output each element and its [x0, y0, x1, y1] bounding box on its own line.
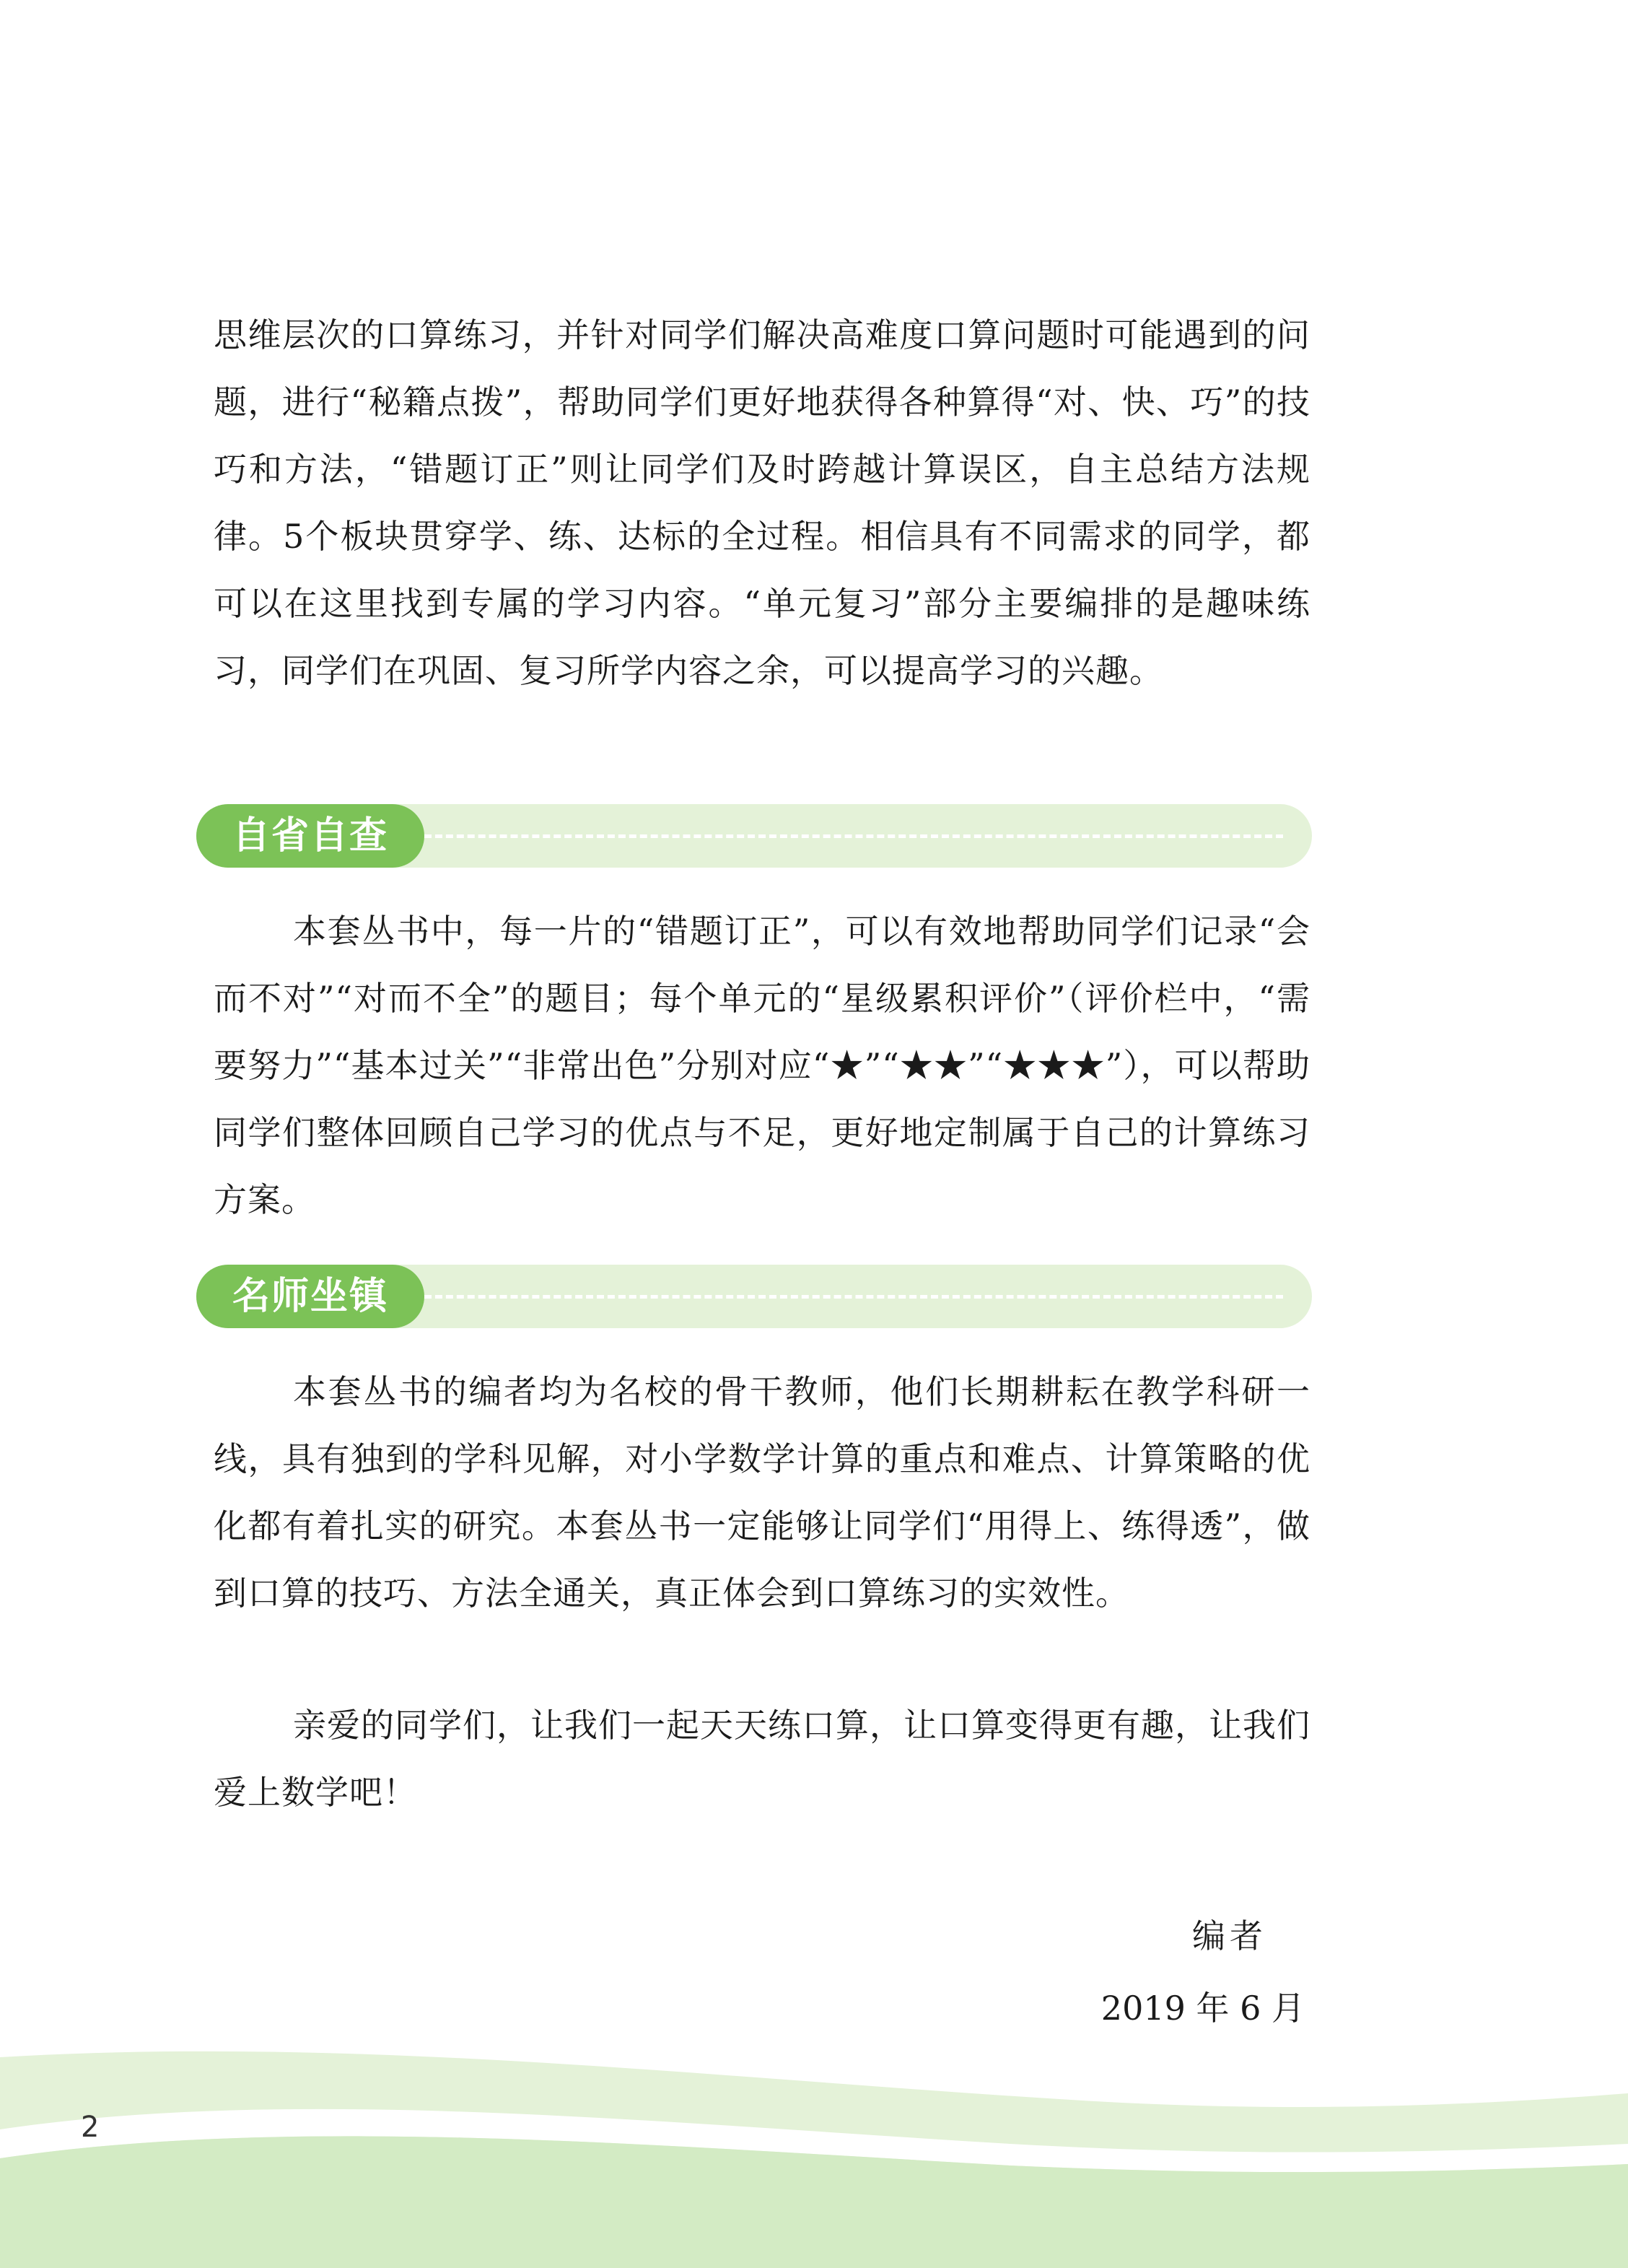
self-check-paragraph: 本套丛书中，每一片的“错题订正”，可以有效地帮助同学们记录“会而不对”“对而不全”的题目；每个单元的“星级累积评价”（评价栏中，“需要努力”“基本过关”“非常出色”分别对应“★”“★★”“★★★”），可以帮助同学们整体回顾自己学习的优点与不足，更好地定制属于自己的计算练习方案。 [214, 912, 1310, 1219]
signature-date: 2019 年 6 月 [1100, 1989, 1305, 2028]
page-number: 2 [81, 2111, 100, 2144]
section-title-self-check: 自省自查 [196, 804, 424, 868]
section-title-teacher: 名师坐镇 [196, 1265, 424, 1328]
closing-paragraph: 亲爱的同学们，让我们一起天天练口算，让口算变得更有趣，让我们爱上数学吧！ [214, 1706, 1310, 1812]
page-content [214, 0, 1310, 2268]
section-header-teacher [196, 1265, 1312, 1328]
dashed-divider [424, 1295, 1283, 1299]
dashed-divider [424, 834, 1283, 838]
teacher-paragraph: 本套丛书的编者均为名校的骨干教师，他们长期耕耘在教学科研一线，具有独到的学科见解，对小学数学计算的重点和难点、计算策略的优化都有着扎实的研究。本套丛书一定能够让同学们“用得上、练得透”，做到口算的技巧、方法全通关，真正体会到口算练习的实效性。 [214, 1372, 1310, 1613]
signature-author: 编者 [1192, 1916, 1267, 1955]
footer-wave-decoration [0, 2036, 1628, 2268]
intro-paragraph: 思维层次的口算练习，并针对同学们解决高难度口算问题时可能遇到的问题，进行“秘籍点拨”，帮助同学们更好地获得各种算得“对、快、巧”的技巧和方法，“错题订正”则让同学们及时跨越计算误区，自主总结方法规律。5个板块贯穿学、练、达标的全过程。相信具有不同需求的同学，都可以在这里找到专属的学习内容。“单元复习”部分主要编排的是趣味练习，同学们在巩固、复习所学内容之余，可以提高学习的兴趣。 [214, 315, 1310, 690]
section-header-self-check [196, 804, 1312, 868]
